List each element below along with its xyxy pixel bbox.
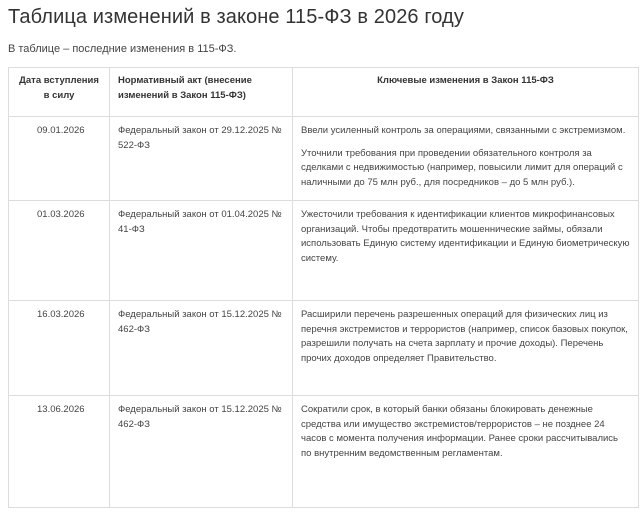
cell-act: Федеральный закон от 01.04.2025 № 41-ФЗ	[110, 201, 293, 301]
table-row	[9, 117, 639, 201]
intro-text: В таблице – последние изменения в 115-ФЗ.	[8, 43, 237, 55]
changes-table	[8, 67, 639, 508]
change-text: Уточнили требования при проведении обязательного контроля за сделками с недвижимостью (например, повысили лимит для операций с наличными до 75 млн руб., для посредников – до 5 млн руб.).	[301, 147, 623, 188]
table-row	[9, 201, 639, 301]
cell-act: Федеральный закон от 15.12.2025 № 462-ФЗ	[110, 396, 293, 508]
change-text: Сократили срок, в который банки обязаны блокировать денежные средства или имущество экстремистов/террористов – не позднее 24 часов с момента получения информации. Ранее сроки рассчитывались по внутренним ведомственным регламентам.	[301, 404, 619, 459]
header-date: Дата вступления в силу	[9, 68, 110, 117]
cell-changes	[293, 396, 639, 508]
change-text: Ужесточили требования к идентификации клиентов микрофинансовых организаций. Чтобы предотвратить мошеннические займы, обязали использовать Единую систему идентификации и Единую биометрическую систему.	[301, 209, 630, 264]
header-changes: Ключевые изменения в Закон 115-ФЗ	[293, 68, 639, 117]
table-row	[9, 301, 639, 396]
cell-date: 01.03.2026	[9, 201, 110, 301]
cell-act: Федеральный закон от 29.12.2025 № 522-ФЗ	[110, 117, 293, 201]
table-header-row	[9, 68, 639, 117]
cell-changes	[293, 117, 639, 201]
table-row	[9, 396, 639, 508]
cell-date: 09.01.2026	[9, 117, 110, 201]
change-text: Расширили перечень разрешенных операций для физических лиц из перечня экстремистов и террористов (например, список базовых покупок, разрешили получать на счета зарплату и прочие доходы). Перечень прочих доходов определяет Правительство.	[301, 309, 628, 364]
cell-changes	[293, 201, 639, 301]
cell-date: 16.03.2026	[9, 301, 110, 396]
change-text: Ввели усиленный контроль за операциями, связанными с экстремизмом.	[301, 125, 626, 136]
cell-act: Федеральный закон от 15.12.2025 № 462-ФЗ	[110, 301, 293, 396]
cell-date: 13.06.2026	[9, 396, 110, 508]
cell-changes	[293, 301, 639, 396]
header-act: Нормативный акт (внесение изменений в Закон 115-ФЗ)	[110, 68, 293, 117]
page-title: Таблица изменений в законе 115-ФЗ в 2026 году	[8, 6, 464, 28]
